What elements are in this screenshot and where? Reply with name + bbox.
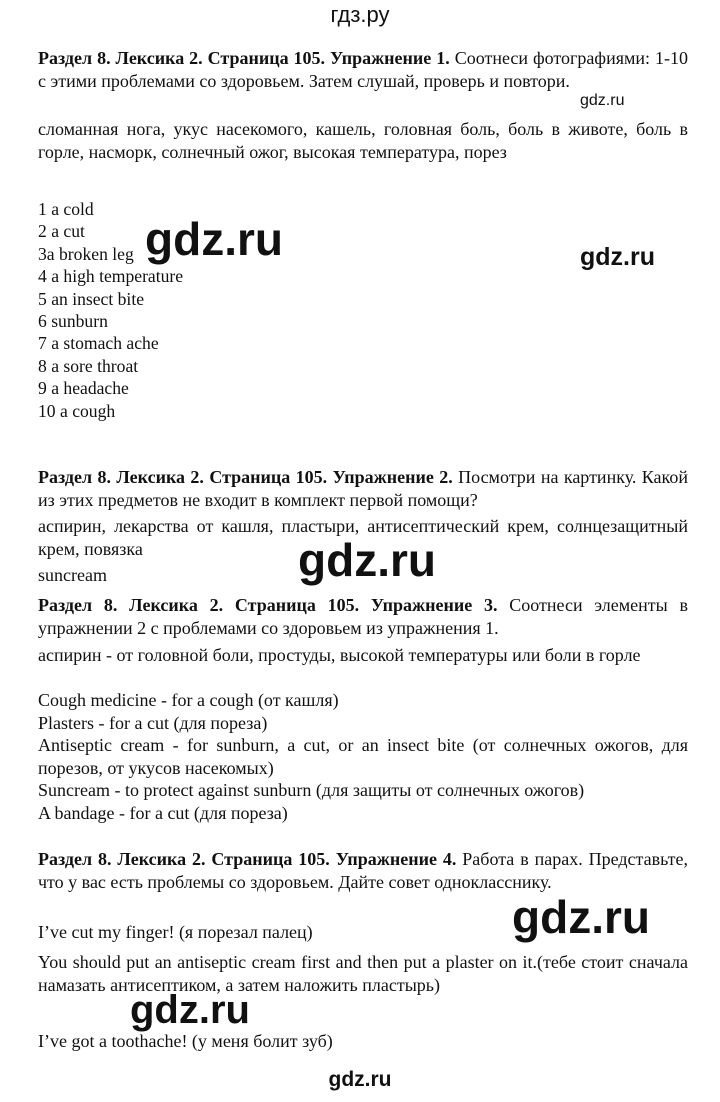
exercise-2-answer: suncream [38,565,107,585]
watermark: gdz.ru [512,891,650,943]
list-item: 3a broken leg [38,243,134,264]
exercise-1-title: Раздел 8. Лексика 2. Страница 105. Упражнение 1. [38,48,450,68]
exercise-3-line: A bandage - for a cut (для пореза) [38,802,288,823]
list-item: 6 sunburn [38,311,108,332]
exercise-2-task: Посмотри на картинку. Какой из этих предметов не входит в комплект первой помощи? [38,467,689,510]
exercise-3-task: Соотнеси элементы в упражнении 2 с проблемами со здоровьем из упражнения 1. [38,595,689,638]
site-header: гдз.ру [330,2,390,27]
exercise-2-title: Раздел 8. Лексика 2. Страница 105. Упражнение 2. [38,467,453,487]
exercise-1-heading [38,47,688,92]
exercise-4-line-3: I’ve got a toothache! (у меня болит зуб) [38,1031,333,1051]
exercise-1-task: Соотнеси фотографиями: 1-10 с этими проблемами со здоровьем. Затем слушай, проверь и повтори. [38,48,688,91]
exercise-3-line: Suncream - to protect against sunburn (для защиты от солнечных ожогов) [38,780,585,801]
exercise-3-title: Раздел 8. Лексика 2. Страница 105. Упражнение 3. [38,595,498,615]
exercise-4-line-2: You should put an antiseptic cream first and then put a plaster on it.(тебе стоит сначала намазать антисептиком, а затем наложить пластырь) [38,952,688,995]
exercise-3-line: Antiseptic cream - for sunburn, a cut, or an insect bite (от солнечных ожогов, для порезов, от укусов насекомых) [38,735,688,778]
list-item: 4 a high temperature [38,266,184,287]
list-item: 8 a sore throat [38,355,139,376]
exercise-4-task: Работа в парах. Представьте, что у вас есть проблемы со здоровьем. Дайте совет однокласснику. [38,849,688,892]
exercise-1-words: сломанная нога, укус насекомого, кашель, головная боль, боль в животе, боль в горле, насморк, солнечный ожог, высокая температура, порез [38,119,688,162]
watermark: gdz.ru [130,988,250,1032]
exercise-3-heading [38,594,688,639]
list-item: 7 a stomach ache [38,333,159,354]
site-footer: gdz.ru [328,1068,392,1091]
watermark: gdz.ru [145,213,283,265]
watermark: gdz.ru [580,243,655,271]
watermark: gdz.ru [298,534,436,586]
exercise-4-title: Раздел 8. Лексика 2. Страница 105. Упражнение 4. [38,849,457,869]
exercise-3-line: Plasters - for a cut (для пореза) [38,712,268,733]
list-item: 2 a cut [38,221,85,242]
watermark: gdz.ru [580,92,625,109]
list-item: 9 a headache [38,378,129,399]
exercise-4-heading [38,848,688,893]
list-item: 5 an insect bite [38,288,145,309]
exercise-4-line-1: I’ve cut my finger! (я порезал палец) [38,922,313,942]
list-item: 10 a cough [38,400,116,421]
list-item: 1 a cold [38,199,94,219]
exercise-3-line: Cough medicine - for a cough (от кашля) [38,690,339,710]
exercise-3-list [38,689,688,825]
exercise-2-items: аспирин, лекарства от кашля, пластыри, антисептический крем, солнцезащитный крем, повязка [38,516,688,559]
exercise-3-line: аспирин - от головной боли, простуды, высокой температуры или боли в горле [38,645,641,665]
exercise-2-heading [38,466,688,511]
